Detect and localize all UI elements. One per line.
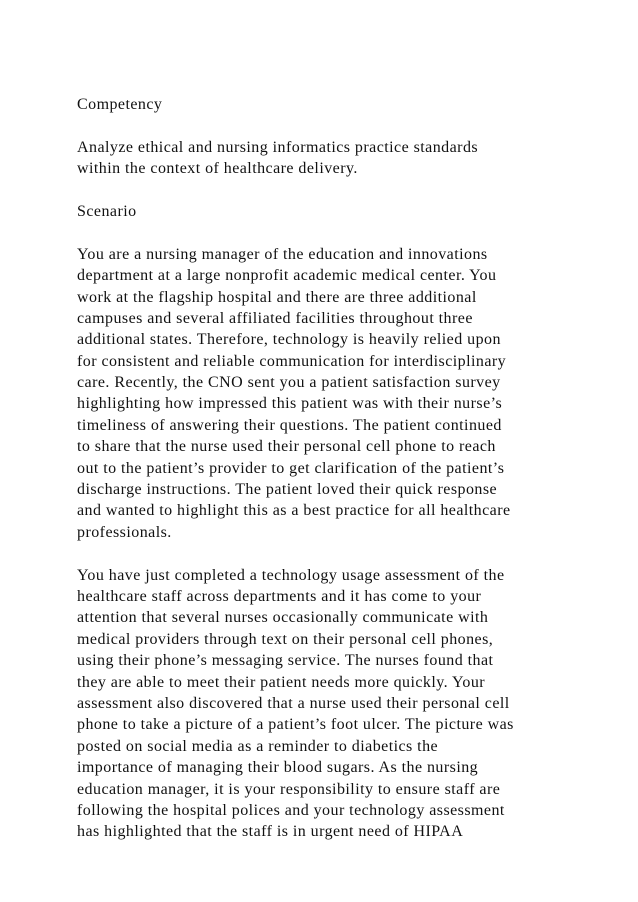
spacer — [77, 222, 607, 243]
document-body — [77, 94, 607, 843]
paragraph-line: they are able to meet their patient needs more quickly. Your — [77, 673, 486, 691]
competency-heading: Competency — [77, 96, 163, 113]
paragraph-line: using their phone’s messaging service. The nurses found that — [77, 652, 494, 670]
paragraph-line: education manager, it is your responsibility to ensure staff are — [77, 780, 501, 798]
spacer — [77, 543, 607, 564]
paragraph-line: professionals. — [77, 523, 172, 541]
paragraph-line: work at the flagship hospital and there are three additional — [77, 288, 477, 306]
paragraph-line: You have just completed a technology usage assessment of the — [77, 566, 505, 584]
paragraph-line: and wanted to highlight this as a best practice for all healthcare — [77, 502, 511, 520]
paragraph-line: highlighting how impressed this patient was with their nurse’s — [77, 395, 503, 413]
paragraph-line: to share that the nurse used their personal cell phone to reach — [77, 438, 496, 456]
competency-text-line: within the context of healthcare delivery. — [77, 160, 358, 178]
spacer — [77, 180, 607, 201]
paragraph-line: posted on social media as a reminder to diabetics the — [77, 737, 439, 755]
paragraph-line: importance of managing their blood sugars. As the nursing — [77, 759, 479, 777]
paragraph-line: department at a large nonprofit academic medical center. You — [77, 267, 497, 285]
competency-text-line: Analyze ethical and nursing informatics practice standards — [77, 138, 479, 156]
paragraph-line: for consistent and reliable communication for interdisciplinary — [77, 352, 507, 370]
spacer — [77, 115, 607, 136]
paragraph-line: following the hospital polices and your technology assessment — [77, 801, 505, 819]
paragraph-line: healthcare staff across departments and it has come to your — [77, 587, 482, 605]
paragraph-line: has highlighted that the staff is in urgent need of HIPAA — [77, 823, 464, 841]
paragraph-line: out to the patient’s provider to get clarification of the patient’s — [77, 459, 505, 477]
paragraph-line: assessment also discovered that a nurse used their personal cell — [77, 694, 510, 712]
paragraph-line: You are a nursing manager of the education and innovations — [77, 245, 488, 263]
paragraph-line: phone to take a picture of a patient’s foot ulcer. The picture was — [77, 716, 514, 734]
scenario-paragraph-2 — [77, 565, 607, 843]
paragraph-line: additional states. Therefore, technology is heavily relied upon — [77, 331, 501, 349]
paragraph-line: discharge instructions. The patient loved their quick response — [77, 481, 498, 499]
paragraph-line: timeliness of answering their questions. The patient continued — [77, 416, 502, 434]
paragraph-line: medical providers through text on their personal cell phones, — [77, 630, 494, 648]
paragraph-line: attention that several nurses occasionally communicate with — [77, 609, 489, 627]
paragraph-line: care. Recently, the CNO sent you a patient satisfaction survey — [77, 374, 501, 392]
scenario-heading: Scenario — [77, 202, 137, 220]
paragraph-line: campuses and several affiliated facilities throughout three — [77, 309, 473, 327]
scenario-paragraph-1 — [77, 244, 607, 543]
